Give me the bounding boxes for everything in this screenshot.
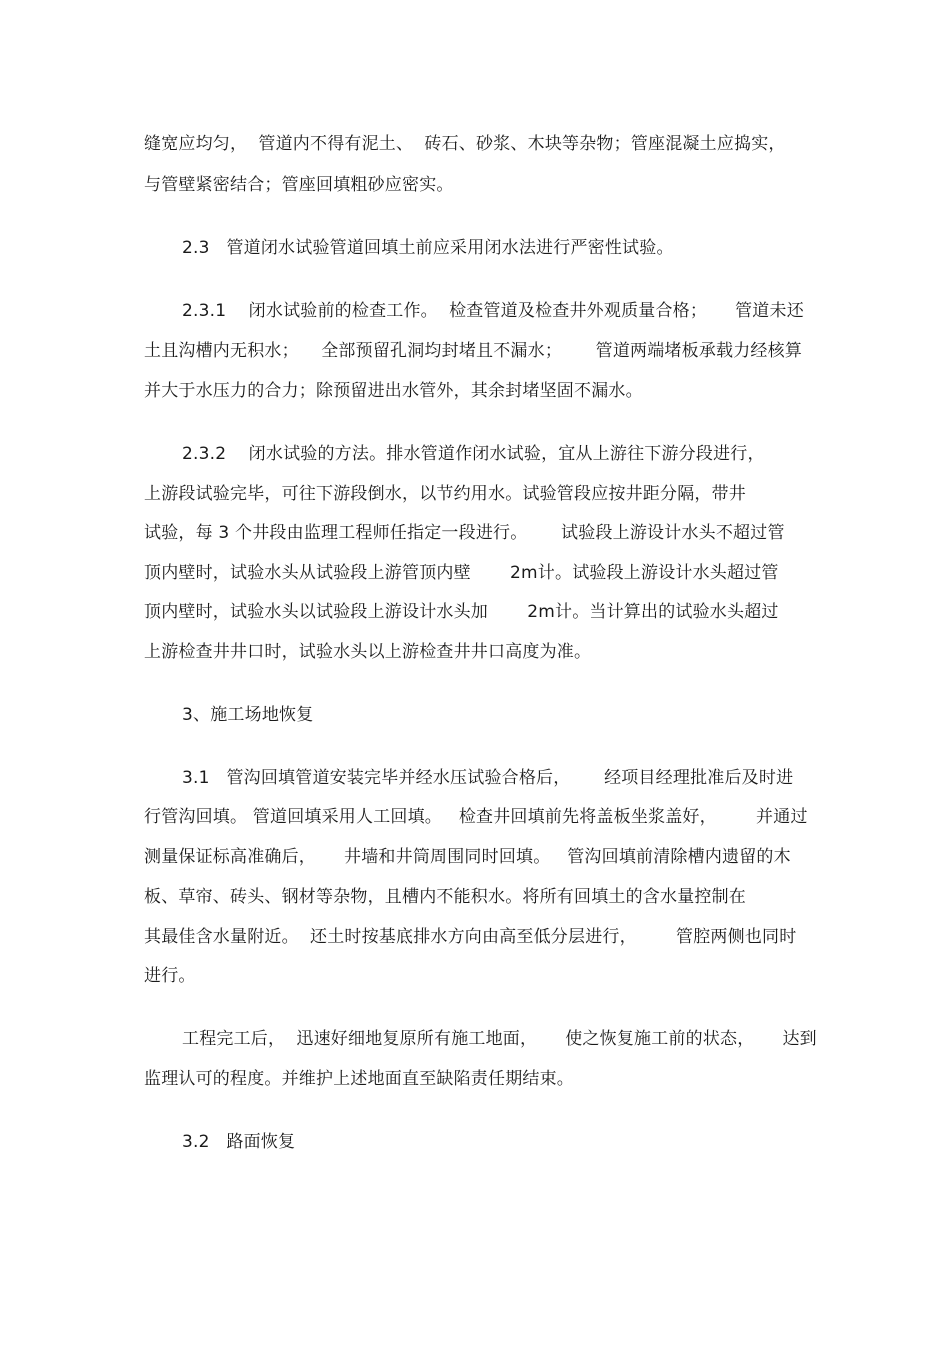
text-line: 顶内壁时，试验水头以试验段上游设计水头加 2m计。当计算出的试验水头超过 [144,602,779,622]
text-line: 2.3.2 闭水试验的方法。排水管道作闭水试验，宜从上游往下游分段进行， [182,444,765,464]
section-heading: 3、施工场地恢复 [182,705,314,725]
text-line: 与管壁紧密结合；管座回填粗砂应密实。 [144,175,454,195]
text-line: 工程完工后， 迅速好细地复原所有施工地面， 使之恢复施工前的状态， 达到 [182,1029,817,1049]
text-line: 行管沟回填。 管道回填采用人工回填。 检查井回填前先将盖板坐浆盖好， 并通过 [144,807,808,827]
text-line: 上游段试验完毕，可往下游段倒水，以节约用水。试验管段应按井距分隔，带井 [144,484,746,504]
text-line: 顶内壁时，试验水头从试验段上游管顶内壁 2m计。试验段上游设计水头超过管 [144,563,779,583]
text-line: 并大于水压力的合力；除预留进出水管外，其余封堵坚固不漏水。 [144,381,643,401]
text-line: 监理认可的程度。并维护上述地面直至缺陷责任期结束。 [144,1069,574,1089]
section-heading: 3.2 路面恢复 [182,1132,296,1152]
text-line: 测量保证标高准确后， 井墙和井筒周围同时回填。 管沟回填前清除槽内遗留的木 [144,847,791,867]
text-line: 2.3.1 闭水试验前的检查工作。 检查管道及检查井外观质量合格； 管道未还 [182,301,804,321]
text-line: 土且沟槽内无积水； 全部预留孔洞均封堵且不漏水； 管道两端堵板承载力经核算 [144,341,803,361]
text-line: 其最佳含水量附近。 还土时按基底排水方向由高至低分层进行， 管腔两侧也同时 [144,927,797,947]
text-line: 试验，每 3 个井段由监理工程师任指定一段进行。 试验段上游设计水头不超过管 [144,523,785,543]
text-line: 板、草帘、砖头、钢材等杂物，且槽内不能积水。将所有回填土的含水量控制在 [144,887,746,907]
text-line: 缝宽应均匀， 管道内不得有泥土、 砖石、砂浆、木块等杂物；管座混凝土应捣实， [144,134,786,154]
text-line: 3.1 管沟回填管道安装完毕并经水压试验合格后， 经项目经理批准后及时进 [182,768,794,788]
text-line: 进行。 [144,966,196,986]
section-heading: 2.3 管道闭水试验管道回填土前应采用闭水法进行严密性试验。 [182,238,674,258]
text-line: 上游检查井井口时，试验水头以上游检查井井口高度为准。 [144,642,592,662]
